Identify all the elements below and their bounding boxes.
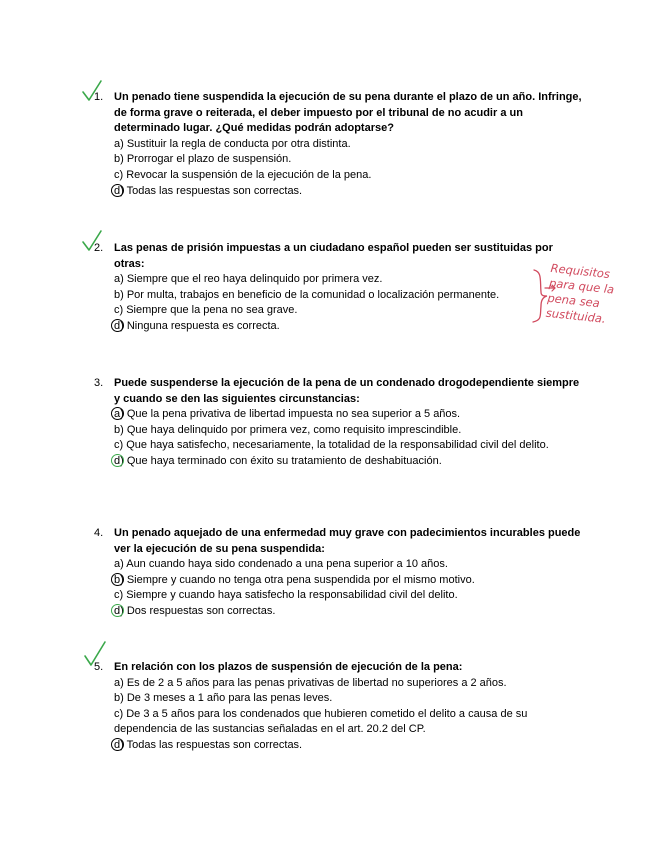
option-c: c) Que haya satisfecho, necesariamente, la totalidad de la responsabilidad civil del delito.: [114, 439, 549, 452]
option-b: b) Prorrogar el plazo de suspensión.: [114, 153, 292, 166]
answer-circle-mark-green: [111, 454, 124, 467]
option-b: b) Por multa, trabajos en beneficio de la comunidad o localización permanente.: [114, 288, 500, 301]
option-a: a) Aun cuando haya sido condenado a una pena superior a 10 años.: [114, 558, 448, 571]
option-a: a) Es de 2 a 5 años para las penas privativas de libertad no superiores a 2 años.: [114, 676, 507, 689]
option-c: c) Siempre y cuando haya satisfecho la responsabilidad civil del delito.: [114, 589, 458, 602]
question-text: Las penas de prisión impuestas a un ciudadano español pueden ser sustituidas por otras:: [114, 242, 553, 270]
option-a: a) Sustituir la regla de conducta por otra distinta.: [114, 137, 351, 150]
option-d-text: d) Que haya terminado con éxito su tratamiento de deshabituación.: [114, 454, 442, 467]
option-a: [114, 407, 584, 423]
option-c: c) Revocar la suspensión de la ejecución de la pena.: [114, 168, 372, 181]
question-2: [94, 241, 584, 335]
question-text: Puede suspenderse la ejecución de la pena de un condenado drogodependiente siempre y cuando se den las siguientes circunstancias:: [114, 377, 580, 405]
question-text: Un penado tiene suspendida la ejecución de su pena durante el plazo de un año. Infringe, de forma grave o reiterada, el deber impuesto por el tribunal de no acudir a un determinado lugar. ¿Qué medidas podrán adoptarse?: [114, 91, 582, 135]
option-a: a) Siempre que el reo haya delinquido por primera vez.: [114, 273, 383, 286]
option-d: [114, 738, 584, 754]
question-text: En relación con los plazos de suspensión de ejecución de la pena:: [114, 661, 463, 673]
option-d-text: d) Ninguna respuesta es correcta.: [114, 319, 280, 332]
option-c: c) De 3 a 5 años para los condenados que hubieren cometido el delito a causa de su dependencia de las sustancias señaladas en el art. 20.2 del CP.: [114, 707, 528, 736]
question-3: [94, 376, 584, 470]
question-text: Un penado aquejado de una enfermedad muy grave con padecimientos incurables puede ver la ejecución de su pena suspendida:: [114, 527, 581, 555]
answer-circle-mark: [111, 319, 124, 332]
question-number: 3.: [94, 377, 104, 389]
question-number: 4.: [94, 527, 104, 539]
option-b-text: b) Siempre y cuando no tenga otra pena suspendida por el mismo motivo.: [114, 573, 475, 586]
question-1: [94, 90, 584, 199]
option-b: b) De 3 meses a 1 año para las penas leves.: [114, 692, 333, 705]
question-number: 5.: [94, 661, 104, 673]
note-line: Requisitos: [549, 260, 611, 282]
question-number: 2.: [94, 242, 104, 254]
note-line: para que la: [548, 275, 615, 297]
option-d-text: d) Dos respuestas son correctas.: [114, 604, 276, 617]
question-5: [94, 660, 584, 754]
answer-circle-mark: [111, 184, 124, 197]
option-c: c) Siempre que la pena no sea grave.: [114, 304, 298, 317]
checkmark-icon: [82, 639, 108, 669]
option-d-text: d) Todas las respuestas son correctas.: [114, 738, 303, 751]
option-d: [114, 604, 584, 620]
option-d: [114, 184, 584, 200]
answer-circle-mark: [111, 738, 124, 751]
answer-circle-mark-green: [111, 604, 124, 617]
note-line: pena sea: [546, 290, 601, 311]
checkmark-icon: [80, 78, 104, 104]
option-b: [114, 573, 584, 589]
checkmark-icon: [80, 228, 104, 254]
option-b: b) Que haya delinquido por primera vez, como requisito imprescindible.: [114, 423, 462, 436]
option-a-text: a) Que la pena privativa de libertad impuesta no sea superior a 5 años.: [114, 408, 461, 421]
question-number: 1.: [94, 91, 104, 103]
note-line: sustituida.: [545, 305, 607, 326]
answer-circle-mark: [111, 573, 124, 586]
option-d: [114, 454, 584, 470]
option-d: [114, 319, 584, 335]
handwritten-note: [545, 261, 651, 331]
question-4: [94, 526, 584, 620]
option-d-text: d) Todas las respuestas son correctas.: [114, 184, 303, 197]
